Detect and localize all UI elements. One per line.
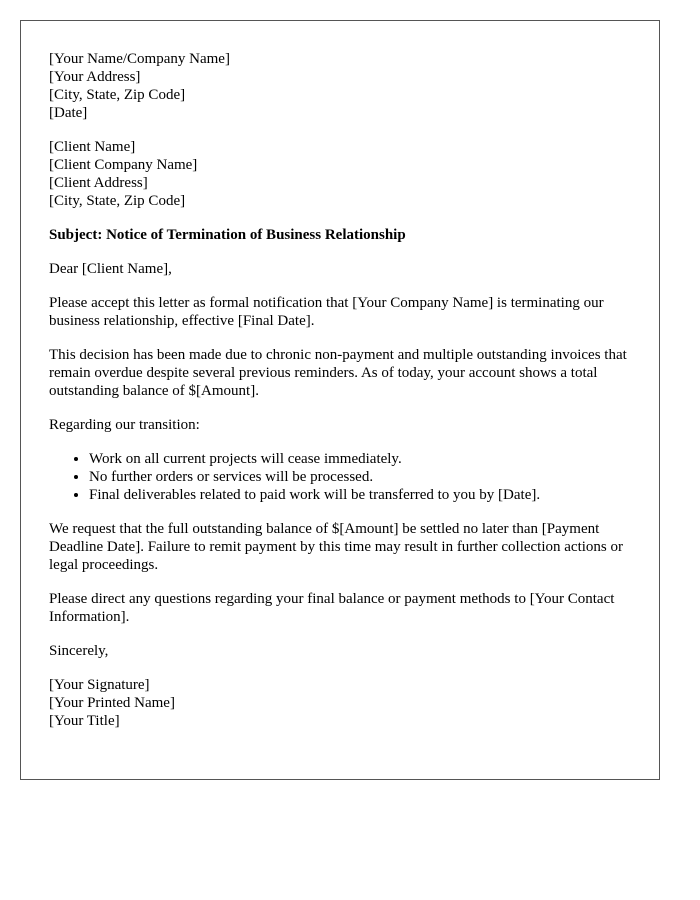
letter-date: [Date] (49, 105, 88, 121)
letter (20, 20, 660, 780)
list-item: • Work on all current projects will cease immediately. (89, 450, 631, 468)
recipient-name: [Client Name] (49, 139, 136, 155)
printed-name: [Your Printed Name] (49, 695, 175, 711)
recipient-company: [Client Company Name] (49, 157, 198, 173)
list-item: • Final deliverables related to paid work will be transferred to you by [Date]. (89, 486, 631, 504)
recipient-city-state-zip: [City, State, Zip Code] (49, 193, 186, 209)
recipient-address: [Client Address] (49, 175, 148, 191)
paragraph-notification: Please accept this letter as formal notification that [Your Company Name] is terminating our business relationship, effective [Final Date]. (49, 295, 604, 329)
transition-list (49, 450, 631, 504)
signature-block (49, 676, 631, 730)
paragraph-payment-request: We request that the full outstanding balance of $[Amount] be settled no later than [Payment Deadline Date]. Failure to remit payment by this time may result in further collection actions or legal proceedings. (49, 521, 623, 573)
signer-title: [Your Title] (49, 713, 120, 729)
recipient-block (49, 138, 631, 210)
sender-address: [Your Address] (49, 69, 141, 85)
paragraph-contact: Please direct any questions regarding your final balance or payment methods to [Your Contact Information]. (49, 591, 615, 625)
transition-intro: Regarding our transition: (49, 417, 200, 433)
salutation: Dear [Client Name], (49, 261, 172, 277)
list-item: • No further orders or services will be processed. (89, 468, 631, 486)
sender-name: [Your Name/Company Name] (49, 51, 230, 67)
sender-city-state-zip: [City, State, Zip Code] (49, 87, 186, 103)
sender-block (49, 50, 631, 122)
signature: [Your Signature] (49, 677, 150, 693)
paragraph-reason: This decision has been made due to chronic non-payment and multiple outstanding invoices that remain overdue despite several previous reminders. As of today, your account shows a total outstanding balance of $[Amount]. (49, 347, 627, 399)
subject-line: Subject: Notice of Termination of Business Relationship (49, 227, 406, 243)
closing: Sincerely, (49, 643, 109, 659)
